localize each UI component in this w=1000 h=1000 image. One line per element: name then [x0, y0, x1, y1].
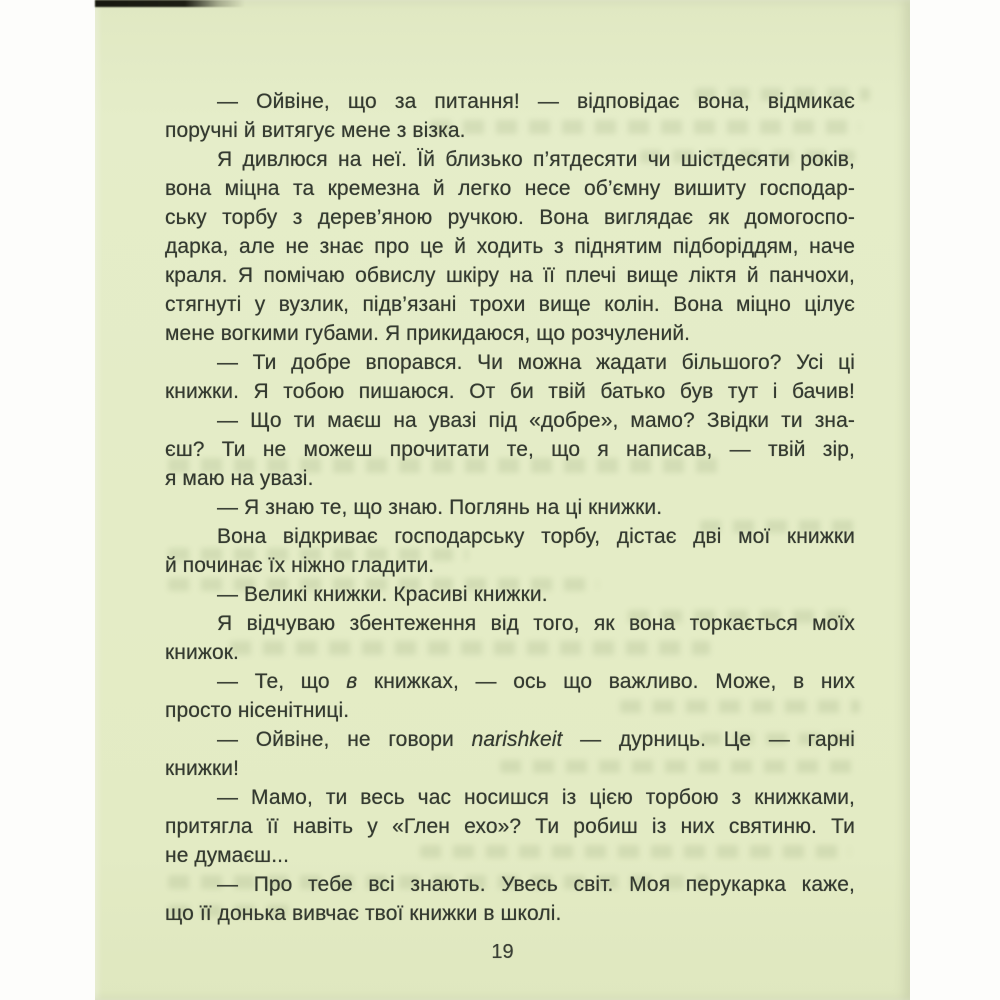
- text-line: [165, 899, 855, 928]
- text-line: [165, 232, 855, 261]
- text-line: [165, 551, 855, 580]
- text-line: [165, 609, 855, 638]
- text-segment: книжках, — ось що важливо. Може, в них: [357, 670, 855, 693]
- text-segment: ську торбу з дерев’яною ручкою. Вона виглядає як домогоспо-: [165, 206, 855, 229]
- text-segment-italic: в: [346, 670, 358, 693]
- text-segment: й починає їх ніжно гладити.: [165, 554, 435, 577]
- text-line: [165, 638, 855, 667]
- text-segment-italic: narishkeit: [471, 728, 563, 751]
- text-segment: — дурниць. Це — гарні: [562, 728, 856, 751]
- text-segment: мене вогкими губами. Я прикидаюся, що розчулений.: [165, 322, 691, 345]
- text-line: [165, 522, 855, 551]
- text-line: [165, 464, 855, 493]
- text-segment: Вона відкриває господарську торбу, дістає дві мої книжки: [217, 525, 855, 548]
- text-line: [165, 725, 855, 754]
- text-line: [165, 841, 855, 870]
- text-line: [165, 754, 855, 783]
- text-line: [165, 696, 855, 725]
- text-line: [165, 435, 855, 464]
- text-segment: єш? Ти не можеш прочитати те, що я написав, — твій зір,: [165, 438, 855, 461]
- text-line: [165, 812, 855, 841]
- book-page: [95, 0, 910, 1000]
- page-text: [165, 87, 855, 928]
- text-segment: Я дивлюся на неї. Їй близько п’ятдесяти чи шістдесяти років,: [217, 148, 855, 171]
- text-segment: — Мамо, ти весь час носишся із цією торбою з книжками,: [217, 786, 855, 809]
- text-line: [165, 870, 855, 899]
- text-line: [165, 290, 855, 319]
- text-segment: книжки!: [165, 757, 240, 780]
- text-segment: просто нісенітниці.: [165, 699, 350, 722]
- text-segment: — Я знаю те, що знаю. Поглянь на ці книжки.: [217, 496, 663, 519]
- text-segment: не думаєш...: [165, 844, 290, 867]
- text-line: [165, 377, 855, 406]
- scan-artifact-bar: [95, 0, 245, 7]
- text-segment: — Про тебе всі знають. Увесь світ. Моя перукарка каже,: [217, 873, 855, 896]
- text-segment: книжок.: [165, 641, 239, 664]
- text-segment: — Ти добре впорався. Чи можна жадати більшого? Усі ці: [217, 351, 855, 374]
- text-line: [165, 348, 855, 377]
- text-segment: стягнуті у вузлик, підв’язані трохи вище колін. Вона міцно цілує: [165, 293, 855, 316]
- text-line: [165, 87, 855, 116]
- text-line: [165, 203, 855, 232]
- text-line: [165, 116, 855, 145]
- text-segment: книжки. Я тобою пишаюся. От би твій батько був тут і бачив!: [165, 380, 855, 403]
- text-segment: краля. Я помічаю обвислу шкіру на її плечі вище ліктя й панчохи,: [165, 264, 855, 287]
- text-line: [165, 406, 855, 435]
- text-line: [165, 667, 855, 696]
- text-line: [165, 174, 855, 203]
- text-segment: вона міцна та кремезна й легко несе об’ємну вишиту господар-: [165, 177, 855, 200]
- text-segment: — Те, що: [217, 670, 347, 693]
- text-line: [165, 261, 855, 290]
- text-line: [165, 783, 855, 812]
- text-line: [165, 319, 855, 348]
- text-segment: я маю на увазі.: [165, 467, 314, 490]
- text-segment: — Що ти маєш на увазі під «добре», мамо? Звідки ти зна-: [217, 409, 855, 432]
- text-segment: що її донька вивчає твої книжки в школі.: [165, 902, 562, 925]
- text-line: [165, 145, 855, 174]
- text-segment: поручні й витягує мене з візка.: [165, 119, 466, 142]
- text-segment: — Ойвіне, не говори: [217, 728, 472, 751]
- text-line: [165, 580, 855, 609]
- text-line: [165, 493, 855, 522]
- text-segment: притягла її навіть у «Глен ехо»? Ти робиш із них святиню. Ти: [165, 815, 855, 838]
- page-number: 19: [491, 941, 514, 963]
- text-segment: Я відчуваю збентеження від того, як вона торкається моїх: [217, 612, 855, 635]
- text-segment: — Ойвіне, що за питання! — відповідає вона, відмикає: [217, 90, 855, 113]
- text-segment: дарка, але не знає про це й ходить з піднятим підборіддям, наче: [165, 235, 855, 258]
- text-segment: — Великі книжки. Красиві книжки.: [217, 583, 548, 606]
